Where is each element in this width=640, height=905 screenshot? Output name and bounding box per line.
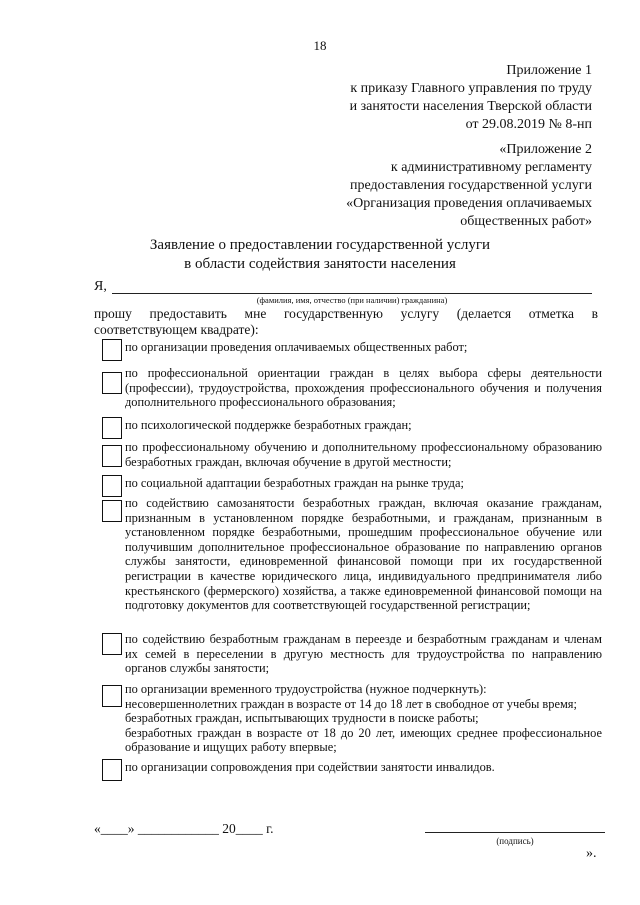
closing-quote: ». <box>586 846 597 861</box>
option-label: по содействию безработным гражданам в переезде и безработным гражданам и членам их семей в переселении в другую местность для трудоустройства по направлению органов службы занятости; <box>125 632 602 676</box>
appendix-1-line: и занятости населения Тверской области <box>349 99 592 114</box>
appendix-1-line: от 29.08.2019 № 8-нп <box>465 117 592 132</box>
option-professional-training[interactable] <box>96 440 602 474</box>
checkbox[interactable] <box>102 500 122 522</box>
checkbox[interactable] <box>102 475 122 497</box>
option-career-guidance[interactable] <box>96 366 602 414</box>
option-relocation[interactable] <box>96 632 602 680</box>
option-paid-public-works[interactable] <box>96 338 602 360</box>
option-temporary-employment[interactable] <box>96 682 602 758</box>
signature-caption: (подпись) <box>496 836 534 846</box>
page-number: 18 <box>313 38 327 53</box>
document-title <box>130 236 510 274</box>
appendix-1-header <box>350 62 592 134</box>
checkbox[interactable] <box>102 339 122 361</box>
option-line: несовершеннолетних граждан в возрасте от 14 до 18 лет в свободное от учебы время; <box>125 696 577 711</box>
appendix-1-line: Приложение 1 <box>506 63 592 78</box>
appendix-2-line: «Организация проведения оплачиваемых <box>346 196 592 211</box>
option-social-adaptation[interactable] <box>96 474 602 496</box>
appendix-2-header <box>346 141 592 231</box>
title-line: Заявление о предоставлении государственной услуги <box>149 237 491 253</box>
option-psychological-support[interactable] <box>96 416 602 440</box>
checkbox[interactable] <box>102 685 122 707</box>
checkbox[interactable] <box>102 372 122 394</box>
option-label: по организации проведения оплачиваемых общественных работ; <box>125 340 468 354</box>
applicant-name-caption: (фамилия, имя, отчество (при наличии) гражданина) <box>256 295 448 305</box>
checkbox[interactable] <box>102 633 122 655</box>
option-label <box>125 682 602 755</box>
applicant-name-field[interactable] <box>112 293 592 294</box>
option-line: по организации временного трудоустройства (нужное подчеркнуть): <box>125 682 487 696</box>
date-field[interactable]: «____» ____________ 20____ г. <box>94 821 274 836</box>
option-disabled-support[interactable] <box>96 758 602 782</box>
appendix-2-line: предоставления государственной услуги <box>350 178 592 193</box>
title-line: в области содействия занятости населения <box>184 256 456 272</box>
applicant-prefix: Я, <box>94 279 107 294</box>
appendix-1-line: к приказу Главного управления по труду <box>350 81 592 96</box>
appendix-2-line: общественных работ» <box>460 214 592 229</box>
option-label: по социальной адаптации безработных граждан на рынке труда; <box>125 476 464 490</box>
checkbox[interactable] <box>102 445 122 467</box>
option-line: безработных граждан, испытывающих трудности в поиске работы; <box>125 711 479 726</box>
option-label: по содействию самозанятости безработных граждан, включая оказание гражданам, признанным в установленном порядке безработными, и гражданам, признанным в установленном порядке безработными, прошедшим профессиональное обучение или получившим дополнительное профессиональное образование по направлению органов службы занятости, единовременной финансовой помощи при их государственной регистрации в качестве юридического лица, индивидуального предпринимателя либо крестьянского (фермерского) хозяйства, а также единовременной финансовой помощи на подготовку документов для соответствующей государственной регистрации; <box>125 496 602 613</box>
option-label: по психологической поддержке безработных граждан; <box>125 418 412 432</box>
appendix-2-line: к административному регламенту <box>390 160 592 175</box>
checkbox[interactable] <box>102 759 122 781</box>
signature-field[interactable] <box>425 832 605 833</box>
option-label: по организации сопровождения при содействии занятости инвалидов. <box>125 760 495 774</box>
checkbox[interactable] <box>102 417 122 439</box>
option-line: безработных граждан в возрасте от 18 до 20 лет, имеющих среднее профессиональное образование и ищущих работу впервые; <box>125 725 602 755</box>
appendix-2-line: «Приложение 2 <box>499 142 592 157</box>
option-self-employment[interactable] <box>96 496 602 626</box>
option-label: по профессиональной ориентации граждан в целях выбора сферы деятельности (профессии), трудоустройства, прохождения профессионального обучения и получения дополнительного профессионального образования; <box>125 366 602 410</box>
option-label: по профессиональному обучению и дополнительному профессиональному образованию безработных граждан, включая обучение в другой местности; <box>125 440 602 469</box>
request-text: прошу предоставить мне государственную услугу (делается отметка в соответствующем квадрате): <box>94 306 598 337</box>
